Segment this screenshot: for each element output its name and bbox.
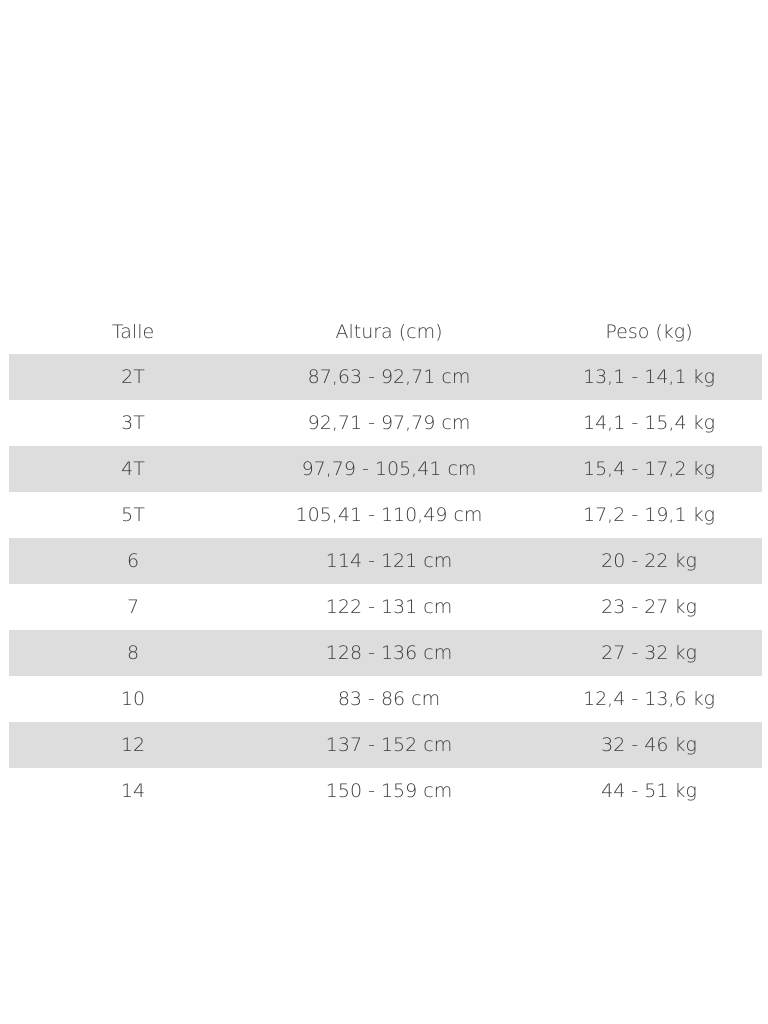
weight-cell: 32 - 46 kg bbox=[601, 734, 697, 756]
height-cell: 97,79 - 105,41 cm bbox=[301, 458, 477, 480]
size-cell: 5T bbox=[121, 504, 145, 526]
weight-cell: 14,1 - 15,4 kg bbox=[583, 412, 715, 434]
height-cell: 137 - 152 cm bbox=[325, 734, 453, 756]
table-row bbox=[9, 722, 762, 768]
size-cell: 12 bbox=[120, 734, 146, 756]
height-cell: 87,63 - 92,71 cm bbox=[307, 366, 471, 388]
size-cell: 3T bbox=[121, 412, 145, 434]
weight-cell: 15,4 - 17,2 kg bbox=[583, 458, 715, 480]
table-row bbox=[9, 492, 762, 538]
weight-cell: 44 - 51 kg bbox=[601, 780, 697, 802]
table-row bbox=[9, 584, 762, 630]
size-cell: 7 bbox=[126, 596, 140, 618]
table-header-row bbox=[9, 310, 762, 354]
size-cell: 4T bbox=[121, 458, 145, 480]
header-altura: Altura (cm) bbox=[335, 321, 443, 343]
table-row bbox=[9, 768, 762, 814]
size-cell: 10 bbox=[120, 688, 146, 710]
weight-cell: 12,4 - 13,6 kg bbox=[583, 688, 715, 710]
size-cell: 14 bbox=[120, 780, 146, 802]
table-row bbox=[9, 354, 762, 400]
height-cell: 92,71 - 97,79 cm bbox=[307, 412, 471, 434]
height-cell: 150 - 159 cm bbox=[325, 780, 453, 802]
weight-cell: 13,1 - 14,1 kg bbox=[583, 366, 715, 388]
header-talle: Talle bbox=[111, 321, 155, 343]
height-cell: 122 - 131 cm bbox=[325, 596, 453, 618]
table-row bbox=[9, 446, 762, 492]
weight-cell: 20 - 22 kg bbox=[601, 550, 697, 572]
table-row bbox=[9, 400, 762, 446]
height-cell: 105,41 - 110,49 cm bbox=[295, 504, 483, 526]
weight-cell: 17,2 - 19,1 kg bbox=[583, 504, 715, 526]
header-peso: Peso (kg) bbox=[605, 321, 693, 343]
height-cell: 83 - 86 cm bbox=[337, 688, 441, 710]
size-cell: 2T bbox=[121, 366, 145, 388]
size-cell: 8 bbox=[126, 642, 140, 664]
weight-cell: 23 - 27 kg bbox=[601, 596, 697, 618]
height-cell: 128 - 136 cm bbox=[325, 642, 453, 664]
size-cell: 6 bbox=[126, 550, 140, 572]
weight-cell: 27 - 32 kg bbox=[601, 642, 697, 664]
table-row bbox=[9, 538, 762, 584]
table-row bbox=[9, 630, 762, 676]
height-cell: 114 - 121 cm bbox=[325, 550, 453, 572]
size-chart-table bbox=[9, 310, 762, 814]
table-row bbox=[9, 676, 762, 722]
